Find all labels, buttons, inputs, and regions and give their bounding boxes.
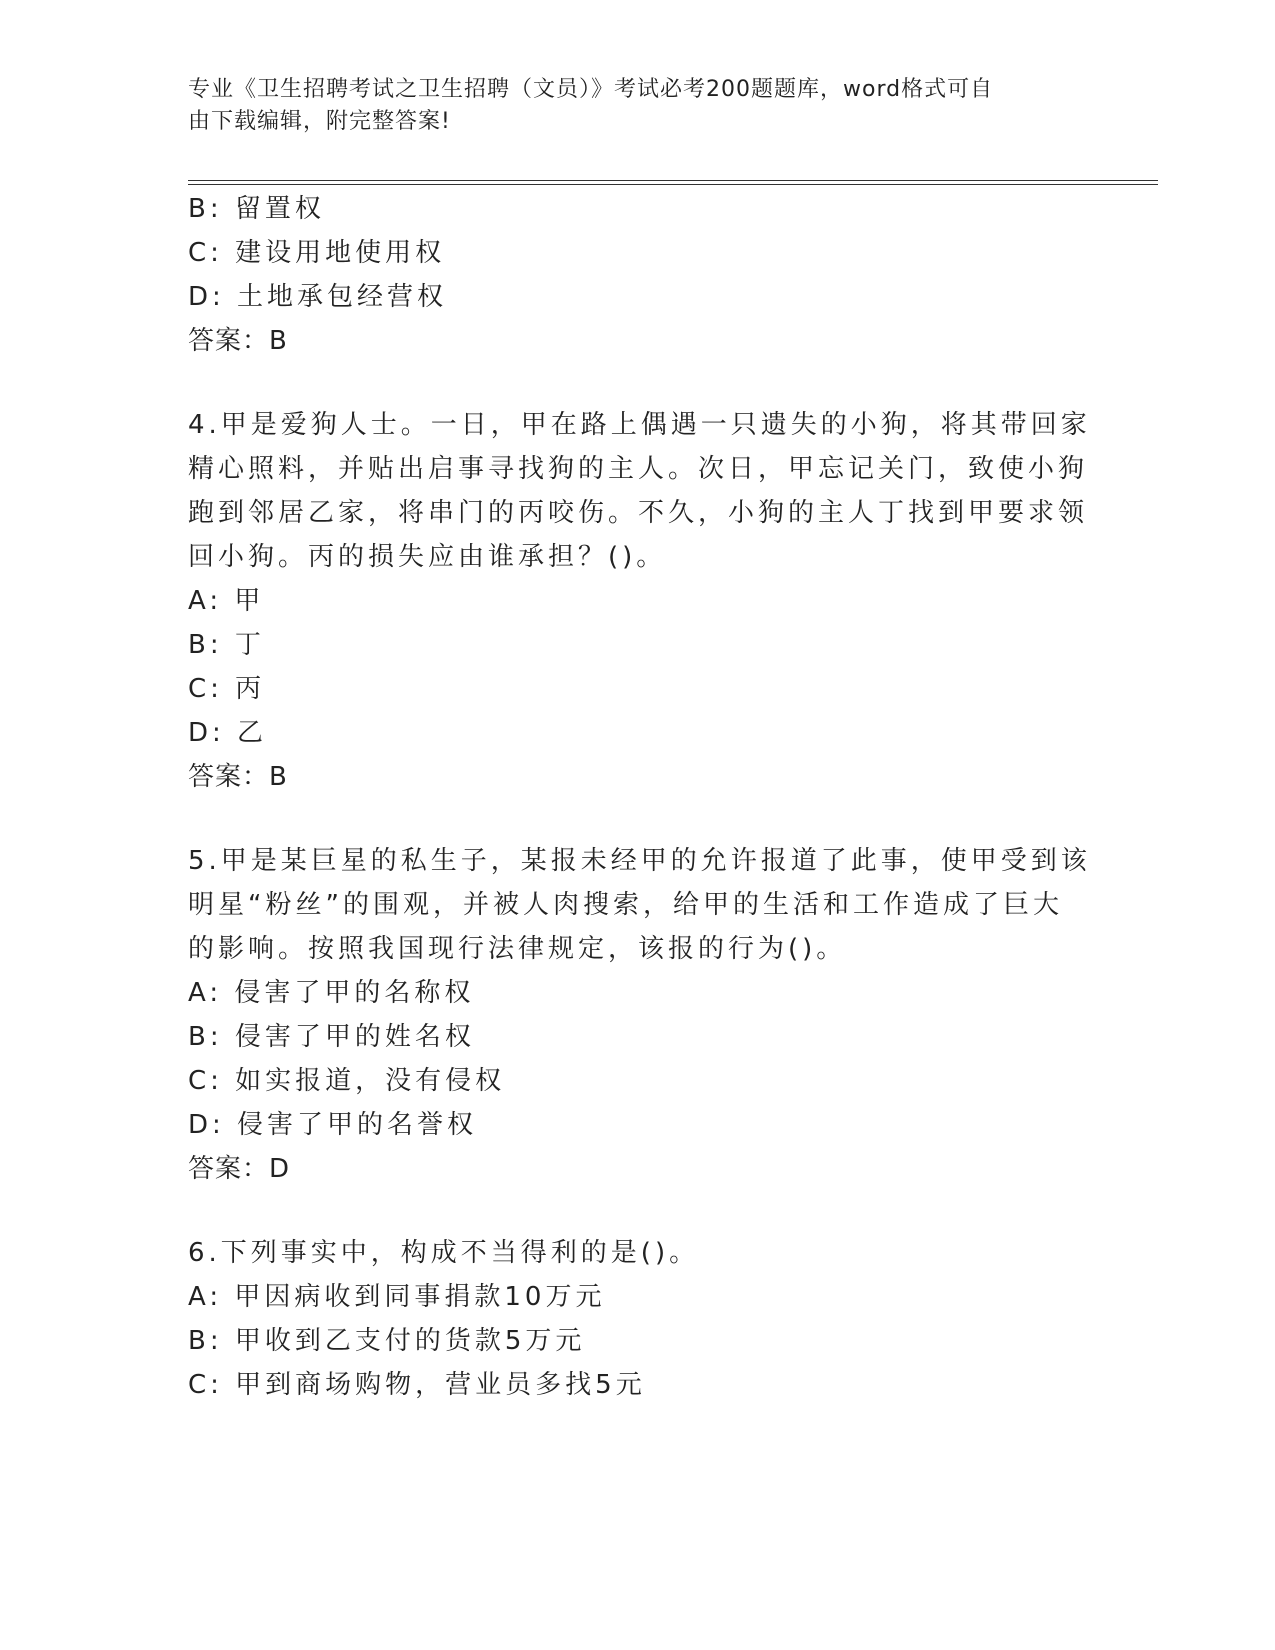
- document-header: [188, 74, 1068, 138]
- question-4-option-a: A: 甲: [188, 586, 265, 616]
- question-4-option-c: C: 丙: [188, 674, 266, 704]
- header-line-1: 专业《卫生招聘考试之卫生招聘（文员）》考试必考200题题库，word格式可自: [188, 77, 994, 102]
- question-4-stem-line-1: 4.甲是爱狗人士。一日，甲在路上偶遇一只遗失的小狗，将其带回家: [188, 410, 1091, 440]
- question-6-option-a: A: 甲因病收到同事捐款10万元: [188, 1282, 606, 1312]
- question-6-option-c: C: 甲到商场购物，营业员多找5元: [188, 1370, 646, 1400]
- question-4-stem-line-4: 回小狗。丙的损失应由谁承担？()。: [188, 542, 667, 572]
- question-5-option-b: B: 侵害了甲的姓名权: [188, 1022, 475, 1052]
- option-d: D: 土地承包经营权: [188, 282, 448, 312]
- header-divider-top: [188, 180, 1158, 181]
- option-c: C: 建设用地使用权: [188, 238, 446, 268]
- option-b: B: 留置权: [188, 194, 325, 224]
- question-5-stem-line-3: 的影响。按照我国现行法律规定，该报的行为()。: [188, 934, 847, 964]
- header-line-2: 由下载编辑，附完整答案!: [188, 109, 451, 134]
- question-4-stem-line-2: 精心照料，并贴出启事寻找狗的主人。次日，甲忘记关门，致使小狗: [188, 454, 1089, 484]
- question-5-stem-line-1: 5.甲是某巨星的私生子，某报未经甲的允许报道了此事，使甲受到该: [188, 846, 1091, 876]
- question-5-option-a: A: 侵害了甲的名称权: [188, 978, 475, 1008]
- question-6-option-b: B: 甲收到乙支付的货款5万元: [188, 1326, 586, 1356]
- question-5-answer: 答案：D: [188, 1154, 291, 1184]
- question-5-option-c: C: 如实报道，没有侵权: [188, 1066, 506, 1096]
- question-4-stem-line-3: 跑到邻居乙家，将串门的丙咬伤。不久，小狗的主人丁找到甲要求领: [188, 498, 1089, 528]
- question-4-option-b: B: 丁: [188, 630, 265, 660]
- header-divider-bottom: [188, 184, 1158, 185]
- question-4-answer: 答案：B: [188, 762, 288, 792]
- question-6-stem-line-1: 6.下列事实中，构成不当得利的是()。: [188, 1238, 700, 1268]
- question-5-option-d: D: 侵害了甲的名誉权: [188, 1110, 478, 1140]
- question-4-option-d: D: 乙: [188, 718, 268, 748]
- question-5-stem-line-2: 明星“粉丝”的围观，并被人肉搜索，给甲的生活和工作造成了巨大: [188, 890, 1063, 920]
- answer-text: 答案：B: [188, 326, 288, 356]
